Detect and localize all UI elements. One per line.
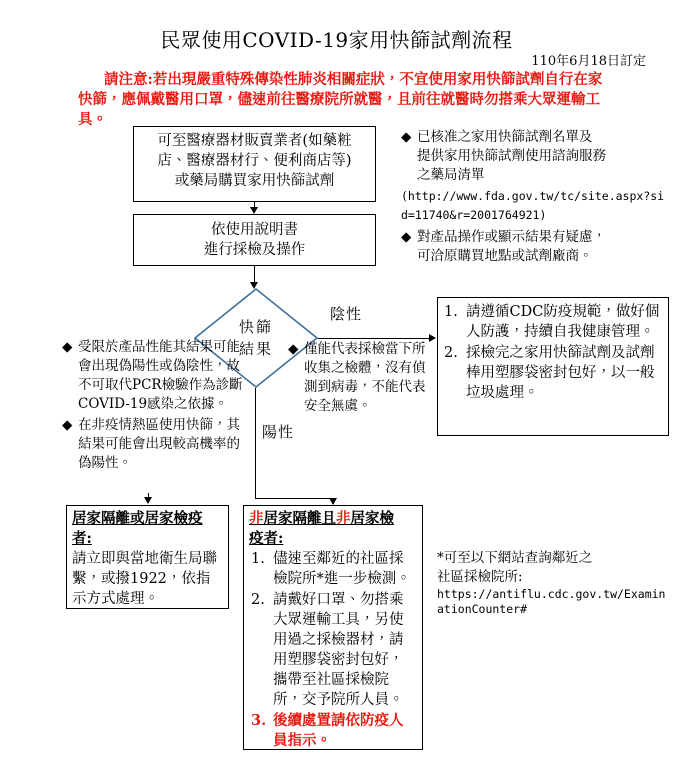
- outcome-isolation-header: [72, 509, 223, 529]
- decision-label-line-2: 結果: [238, 340, 273, 358]
- issue-date: 110年6月18日訂定: [531, 54, 646, 69]
- header-red-fei-2: 非: [336, 510, 351, 527]
- connector-positive-vertical: [255, 388, 256, 498]
- note-approved-body: [401, 128, 669, 185]
- list-item-text: 採檢完之家用快篩試劑及試劑棒用塑膠袋密封包好，以一般垃圾處理。: [466, 345, 655, 401]
- outcome-isolation-header-line-2: 者:: [72, 530, 92, 547]
- list-item: [442, 343, 662, 403]
- connector-positive-arrow: [329, 498, 337, 505]
- diamond-bullet-icon: ◆: [62, 417, 73, 433]
- list-item: [249, 711, 417, 751]
- note-approved-line-2: 提供家用快篩試劑使用諮詢服務: [417, 148, 606, 164]
- header-red-fei-1: 非: [249, 510, 264, 527]
- list-item-index: 1.: [444, 304, 458, 320]
- outcome-nonisolation-header-2: [249, 529, 417, 549]
- note-approved-line-1: 已核准之家用快篩試劑名單及: [417, 129, 593, 145]
- outcome-isolation-header-line-1: 居家隔離或居家檢疫: [72, 510, 203, 527]
- decision-label-line-1: 快篩: [238, 318, 273, 336]
- note-approved-line-3: 之藥局清單: [417, 167, 485, 183]
- step-instructions-box: [133, 214, 376, 266]
- instructions-line-2: 進行採檢及操作: [203, 242, 306, 258]
- page-title: 民眾使用COVID-19家用快篩試劑流程: [160, 28, 513, 52]
- header-middle: 居家隔離且: [263, 510, 336, 527]
- purchase-line-1: 可至醫療器材販賣業者(如藥粧: [157, 133, 352, 149]
- connector-purchase-to-instructions-arrow: [250, 207, 258, 214]
- note-counter-line-1: *可至以下網站查詢鄰近之: [437, 550, 593, 566]
- note-doubt-line-1: 對產品操作或顯示結果有疑慮，: [417, 229, 606, 245]
- note-product-doubt: [401, 228, 669, 268]
- note-limit-text: 受限於產品性能其結果可能會出現偽陽性或偽陰性，故不可取代PCR檢驗作為診斷COVID-19感染之依據。: [78, 339, 243, 412]
- note-counter-lookup: [437, 549, 669, 617]
- note-approved-url[interactable]: (http://www.fda.gov.tw/tc/site.aspx?sid=11740&r=2001764921): [401, 189, 665, 222]
- note-negative-meaning-text: 僅能代表採檢當下所收集之檢體，沒有偵測到病毒，不能代表安全無虞。: [304, 341, 426, 414]
- note-negative-meaning: [288, 340, 438, 418]
- branch-label-positive: 陽性: [262, 423, 295, 441]
- list-item-text: 請遵循CDC防疫規範，做好個人防護，持續自我健康管理。: [466, 304, 660, 340]
- list-item-text: 後續處置請依防疫人員指示。: [273, 712, 404, 749]
- list-item-text: 請戴好口罩、勿搭乘大眾運輸工具，另使用過之採檢器材，請用塑膠袋密封包好，攜帶至社區採檢院所，交予院所人員。: [273, 592, 404, 708]
- list-item: [249, 590, 417, 710]
- outcome-isolation-box: [66, 505, 229, 609]
- list-item-index: 2.: [251, 592, 265, 608]
- diamond-bullet-icon: ◆: [62, 339, 73, 355]
- note-limit-text: 在非疫情熱區使用快篩，其結果可能會出現較高機率的偽陽性。: [78, 417, 240, 471]
- note-limit-item: [62, 416, 252, 473]
- list-item-index: 3.: [251, 712, 267, 729]
- list-item-index: 2.: [444, 345, 458, 361]
- note-counter-line-2: 社區採檢院所:: [437, 569, 523, 585]
- diamond-bullet-icon: ◆: [401, 229, 412, 245]
- outcome-nonisolation-header: [249, 509, 417, 529]
- instructions-line-1: 依使用說明書: [211, 222, 298, 238]
- outcome-isolation-body: 請立即與當地衛生局聯繫，或撥1922，依指示方式處理。: [72, 551, 217, 607]
- list-item-index: 1.: [251, 551, 265, 567]
- list-item: [249, 549, 417, 589]
- list-item: [442, 302, 662, 342]
- note-counter-url[interactable]: https://antiflu.cdc.gov.tw/ExaminationCounter#: [437, 587, 666, 616]
- note-negative-meaning-item: [288, 340, 438, 416]
- outcome-isolation-header-2: [72, 529, 223, 549]
- purchase-line-3: 或藥局購買家用快篩試劑: [174, 173, 335, 189]
- warning-notice: 請注意:若出現嚴重特殊傳染性肺炎相關症狀，不宜使用家用快篩試劑自行在家快篩，應佩戴醫用口罩，儘速前往醫療院所就醫，且前往就醫時勿搭乘大眾運輸工具。: [78, 71, 603, 128]
- connector-isolation-arrow: [144, 497, 152, 504]
- list-item-text: 儘速至鄰近的社區採檢院所*進一步檢測。: [273, 551, 411, 587]
- purchase-line-2: 店、醫療器材行、便利商店等): [157, 153, 352, 169]
- diamond-bullet-icon: ◆: [288, 341, 299, 357]
- outcome-nonisolation-box: [243, 505, 423, 750]
- note-doubt-body: [401, 228, 669, 266]
- step-purchase-box: [133, 126, 376, 202]
- outcome-nonisolation-list: [249, 549, 417, 751]
- header-tail: 居家檢: [350, 510, 394, 527]
- note-limit-item: [62, 338, 252, 414]
- connector-negative-line: [318, 338, 430, 339]
- outcome-negative-list: [442, 302, 662, 403]
- outcome-negative-box: [437, 297, 669, 436]
- branch-label-negative: 陰性: [330, 305, 363, 323]
- connector-positive-horizontal: [255, 498, 334, 499]
- connector-instructions-to-decision-line: [254, 266, 255, 283]
- note-test-limitations: [62, 338, 252, 475]
- note-doubt-line-2: 可洽原購買地點或試劑廠商。: [417, 248, 593, 264]
- diamond-bullet-icon: ◆: [401, 129, 412, 145]
- outcome-nonisolation-header-line-2: 疫者:: [249, 530, 284, 547]
- note-approved-kits: [401, 128, 669, 225]
